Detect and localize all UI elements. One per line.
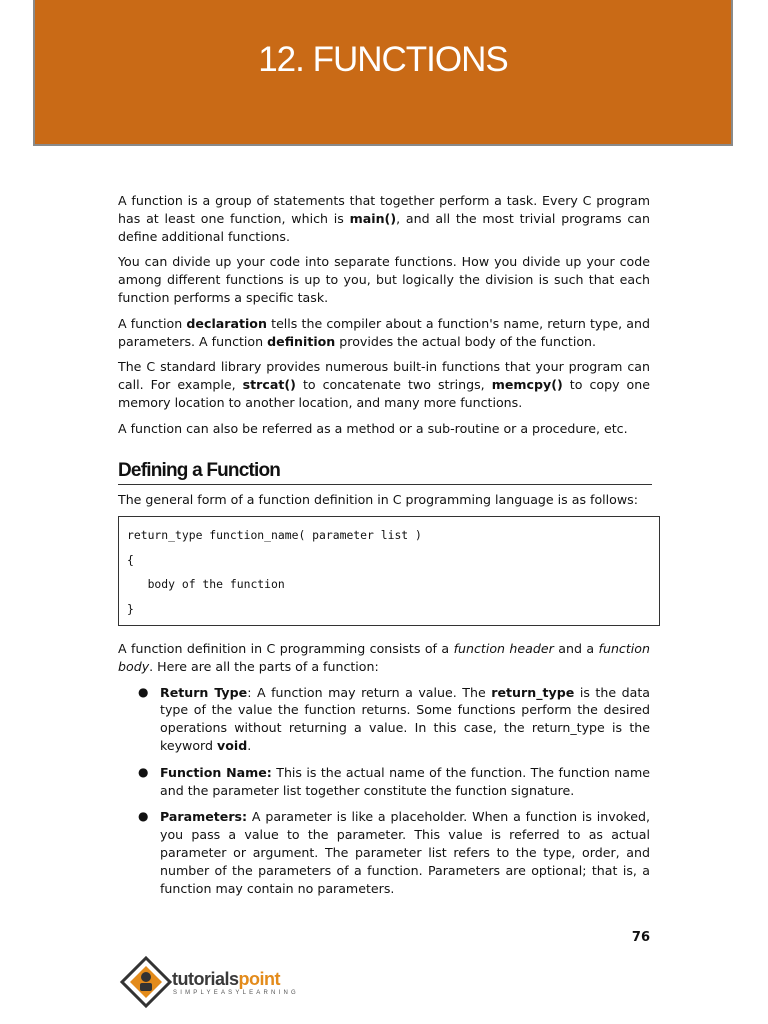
logo-tagline: SIMPLYEASYLEARNING [173, 990, 299, 996]
intro-paragraph-5: A function can also be referred as a method or a sub-routine or a procedure, etc. [118, 420, 628, 436]
bullet-icon: ● [138, 809, 149, 824]
intro-paragraph-4: The C standard library provides numerous built-in functions that your program can call. For example, strcat() to concatenate two strings, memcpy() to copy one memory location to another location, and many more functions. [118, 359, 650, 410]
function-parts-list [118, 684, 650, 898]
list-item: ● Return Type: A function may return a value. The return_type is the data type of the value the function returns. Some functions perform the desired operations without returning a value. In this case, the return_type is the keyword void. [138, 684, 650, 753]
code-line: { [127, 552, 134, 567]
intro-paragraph-3: A function declaration tells the compiler about a function's name, return type, and parameters. A function definition provides the actual body of the function. [118, 315, 650, 349]
logo-diamond-icon [116, 952, 176, 1016]
code-line: } [127, 601, 134, 616]
bullet-icon: ● [138, 764, 149, 779]
intro-paragraph-1: A function is a group of statements that together perform a task. Every C program has at least one function, which is main(), and all the most trivial programs can define additional functions. [118, 193, 650, 244]
page-number: 76 [631, 930, 650, 945]
intro-paragraph-2: You can divide up your code into separate functions. How you divide up your code among different functions is up to you, but logically the division is such that each function performs a specific task. [118, 254, 650, 305]
chapter-banner [33, 0, 733, 146]
bullet-icon: ● [138, 684, 149, 699]
section-paragraph-1: The general form of a function definition in C programming language is as follows: [118, 491, 638, 507]
code-line: body of the function [127, 577, 285, 592]
logo-wordmark: tutorialspoint [172, 969, 280, 989]
tutorialspoint-logo [116, 952, 316, 1016]
code-line: return_type function_name( parameter list ) [127, 528, 422, 543]
section-paragraph-2: A function definition in C programming consists of a function header and a function body. Here are all the parts of a function: [118, 640, 650, 674]
code-block [118, 516, 660, 626]
chapter-title: 12. FUNCTIONS [258, 40, 508, 79]
section-heading: Defining a Function [118, 460, 652, 485]
list-item: ● Function Name: This is the actual name of the function. The function name and the parameter list together constitute the function signature. [138, 764, 650, 798]
list-item: ● Parameters: A parameter is like a placeholder. When a function is invoked, you pass a value to the parameter. This value is referred to as actual parameter or argument. The parameter list refers to the type, order, and number of the parameters of a function. Parameters are optional; that is, a function may contain no parameters. [138, 809, 650, 896]
page-content [118, 192, 650, 906]
